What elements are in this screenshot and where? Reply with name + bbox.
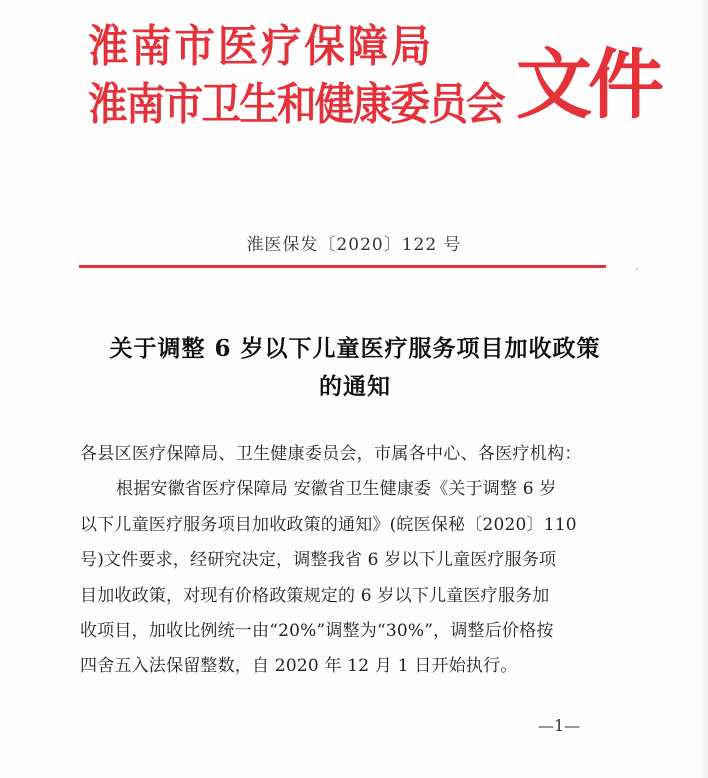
body-paragraph-line: 目加收政策，对现有价格政策规定的 6 岁以下儿童医疗服务加 [80,586,550,606]
document-type-label: 文件 [516,40,660,129]
issuer-line-medical-security-bureau: 淮南市医疗保障局 [88,21,434,72]
scan-speck [636,268,638,270]
red-separator-line [79,265,606,268]
issuer-line-health-commission: 淮南市卫生和健康委员会 [88,79,504,130]
document-title-line-2: 的通知 [319,373,391,400]
red-header [88,6,660,134]
body-paragraph-line: 根据安徽省医疗保障局 安徽省卫生健康委《关于调整 6 岁 [116,479,557,499]
document-number: 淮医保发〔2020〕122 号 [246,235,462,255]
document-title-line-1: 关于调整 6 岁以下儿童医疗服务项目加收政策 [109,335,601,362]
body-paragraph-line: 收项目，加收比例统一由“20%”调整为“30%”，调整后价格按 [80,621,554,641]
body-paragraph-line: 四舍五入法保留整数，自 2020 年 12 月 1 日开始执行。 [80,656,518,676]
page-number: —1— [538,716,581,735]
body-paragraph-line: 号)文件要求，经研究决定，调整我省 6 岁以下儿童医疗服务项 [80,550,557,570]
body-paragraph-line: 以下儿童医疗服务项目加收政策的通知》(皖医保秘〔2020〕110 [80,515,577,535]
page-edge-shadow [698,0,708,778]
salutation: 各县区医疗保障局、卫生健康委员会，市属各中心、各医疗机构： [80,444,582,464]
